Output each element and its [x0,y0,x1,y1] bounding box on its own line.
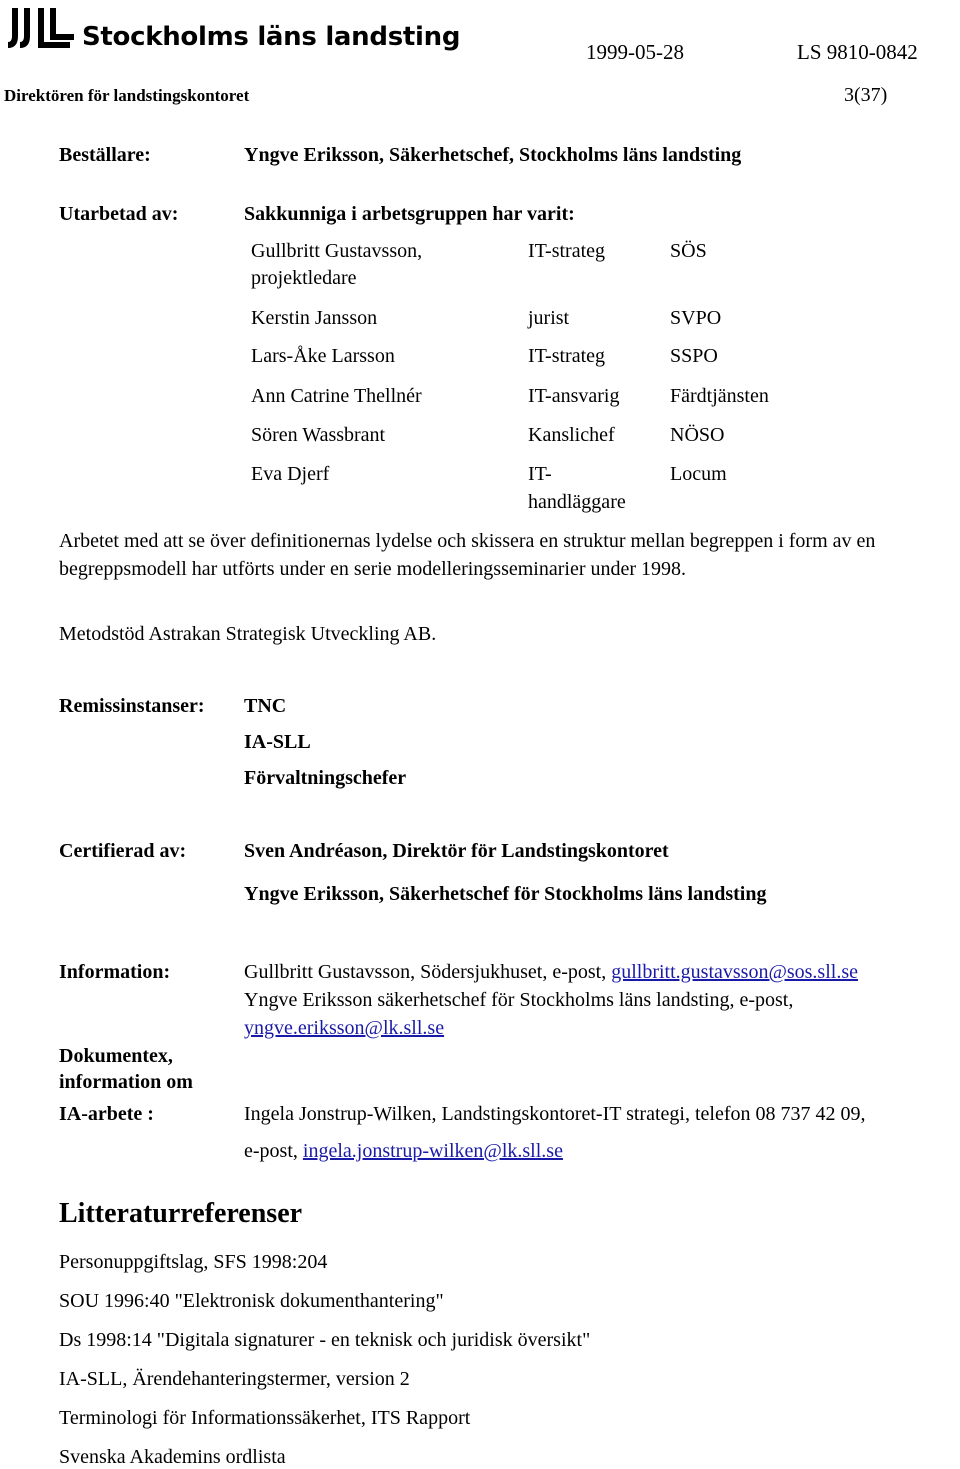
dokumentex-label-1: Dokumentex, [59,1045,173,1067]
remiss-item: TNC [244,695,287,717]
dokumentex-label-3: IA-arbete : [59,1103,154,1125]
member-role: jurist [528,307,570,329]
member-name: Ann Catrine Thellnér [251,385,422,407]
email-link-jonstrup-wilken[interactable]: ingela.jonstrup-wilken@lk.sll.se [302,1140,563,1162]
reference-item: Personuppgiftslag, SFS 1998:204 [59,1251,328,1273]
utarbetad-label: Utarbetad av: [59,203,179,225]
member-org: Färdtjänsten [670,385,769,407]
bestallare-label: Beställare: [59,144,151,166]
member-org: SVPO [670,307,722,329]
member-name-cont: projektledare [251,267,357,289]
reference-item: Ds 1998:14 "Digitala signaturer - en teknisk och juridisk översikt" [59,1329,591,1351]
remiss-label: Remissinstanser: [59,695,205,717]
reference-item: Svenska Akademins ordlista [59,1446,286,1468]
utarbetad-intro: Sakkunniga i arbetsgruppen har varit: [244,203,575,225]
page-number: 3(37) [844,84,888,106]
member-name: Gullbritt Gustavsson, [251,240,423,262]
reference-item: IA-SLL, Ärendehanteringstermer, version 2 [59,1368,410,1390]
member-org: SSPO [670,345,718,367]
organization-logo-text: Stockholms läns landsting [82,22,461,52]
member-role: IT-strateg [528,240,606,262]
information-line-3 [244,1017,444,1040]
section-heading-litteratur: Litteraturreferenser [59,1198,303,1229]
dokumentex-line-2 [244,1140,563,1163]
member-role-cont: handläggare [528,491,626,513]
member-org: NÖSO [670,424,725,446]
email-link-gustavsson[interactable]: gullbritt.gustavsson@sos.sll.se [611,961,858,983]
email-link-eriksson[interactable]: yngve.eriksson@lk.sll.se [244,1017,445,1039]
information-line-1 [244,961,858,984]
information-text: Gullbritt Gustavsson, Södersjukhuset, e-post, [244,961,612,983]
dokumentex-line-1: Ingela Jonstrup-Wilken, Landstingskontoret-IT strategi, telefon 08 737 42 09, [244,1103,866,1125]
method-support-text: Metodstöd Astrakan Strategisk Utveckling AB. [59,623,437,645]
member-name: Sören Wassbrant [251,424,386,446]
reference-item: Terminologi för Informationssäkerhet, ITS Rapport [59,1407,471,1429]
remiss-item: Förvaltningschefer [244,767,407,789]
bestallare-value: Yngve Eriksson, Säkerhetschef, Stockholms läns landsting [244,144,742,166]
member-org: Locum [670,463,727,485]
member-name: Kerstin Jansson [251,307,378,329]
description-line-2: begreppsmodell har utförts under en serie modelleringsseminarier under 1998. [59,558,687,580]
sll-logo-icon [4,2,78,59]
certifierad-line: Yngve Eriksson, Säkerhetschef för Stockholms läns landsting [244,883,767,905]
document-date: 1999-05-28 [586,40,684,64]
member-role: Kanslichef [528,424,615,446]
member-role: IT-ansvarig [528,385,620,407]
member-org: SÖS [670,240,707,262]
document-reference: LS 9810-0842 [797,40,918,64]
member-name: Lars-Åke Larsson [251,345,395,367]
member-role: IT-strateg [528,345,606,367]
remiss-item: IA-SLL [244,731,311,753]
reference-item: SOU 1996:40 "Elektronisk dokumenthantering" [59,1290,444,1312]
member-name: Eva Djerf [251,463,330,485]
department-name: Direktören för landstingskontoret [4,86,250,105]
dokumentex-label-2: information om [59,1071,193,1093]
certifierad-label: Certifierad av: [59,840,187,862]
dokumentex-text: e-post, [244,1140,303,1162]
information-label: Information: [59,961,171,983]
certifierad-line: Sven Andréason, Direktör för Landstingskontoret [244,840,669,862]
information-line-2: Yngve Eriksson säkerhetschef för Stockholms läns landsting, e-post, [244,989,794,1011]
member-role: IT- [528,463,552,485]
description-line-1: Arbetet med att se över definitionernas lydelse och skissera en struktur mellan begreppen i form av en [59,530,876,552]
